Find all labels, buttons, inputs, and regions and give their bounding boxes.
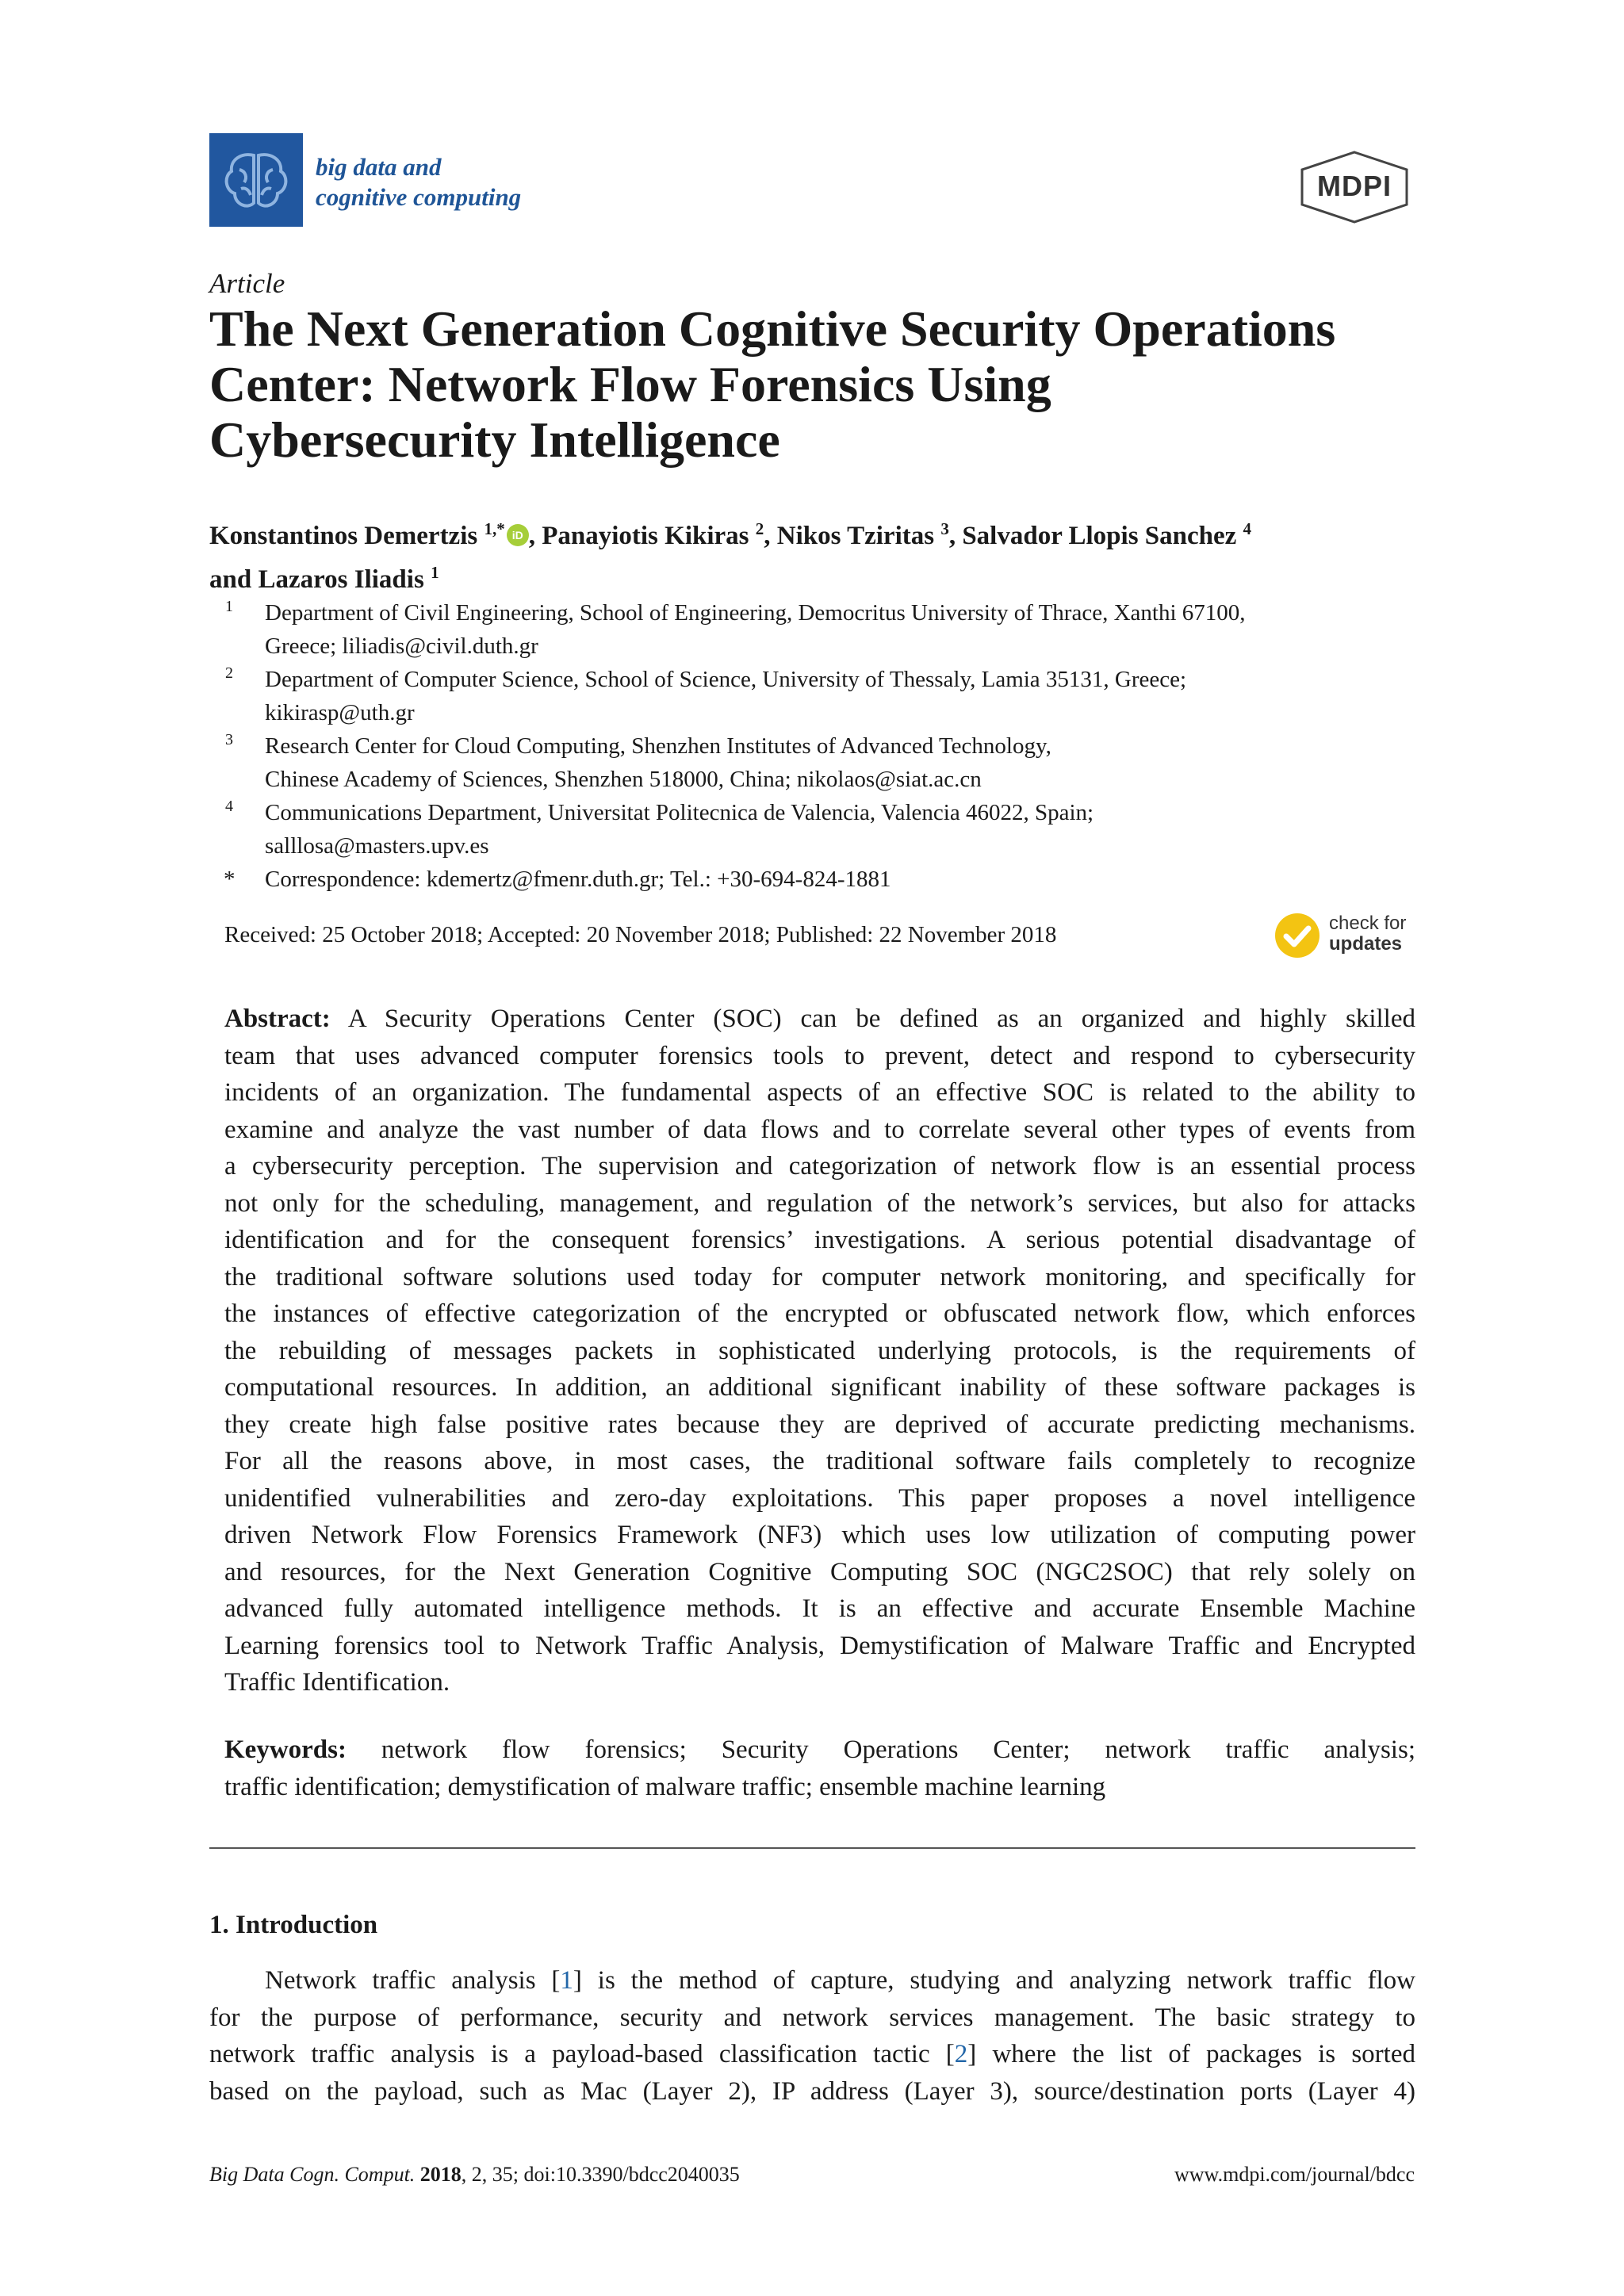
abstract-line: A Security Operations Center (SOC) can be defined as an organized and highly skilled xyxy=(330,1004,1415,1033)
affiliation-number: 3 xyxy=(225,731,233,748)
abstract-line: computational resources. In addition, an additional significant inability of these software packages is xyxy=(224,1373,1415,1402)
affiliation-text: Greece; liliadis@civil.duth.gr xyxy=(265,633,538,659)
check-updates-line1: check for xyxy=(1329,913,1407,934)
footer-doi[interactable]: , 2, 35; doi:10.3390/bdcc2040035 xyxy=(461,2163,740,2186)
introduction-paragraph xyxy=(209,1962,1415,2110)
abstract-line: team that uses advanced computer forensics tools to prevent, detect and respond to cybersecurity xyxy=(224,1041,1415,1070)
affiliation-number: 4 xyxy=(225,798,233,815)
abstract-line: identification and for the consequent forensics’ investigations. A serious potential disadvantage of xyxy=(224,1226,1415,1254)
journal-name-line2: cognitive computing xyxy=(316,183,522,211)
orcid-icon[interactable]: iD xyxy=(507,524,529,546)
body-text: ] where the list of packages is sorted xyxy=(967,2040,1415,2068)
footer-journal-abbrev: Big Data Cogn. Comput. xyxy=(209,2163,416,2186)
publisher-logo-text: MDPI xyxy=(1317,170,1392,202)
citation-link[interactable]: 2 xyxy=(954,2040,968,2068)
correspondence-item xyxy=(209,863,1246,896)
title-line: The Next Generation Cognitive Security Operations xyxy=(209,300,1336,357)
check-updates-text xyxy=(1329,913,1406,955)
affiliation-text: Communications Department, Universitat Politecnica de Valencia, Valencia 46022, Spain; xyxy=(265,800,1094,825)
author-name[interactable]: , Panayiotis Kikiras xyxy=(528,522,756,550)
abstract-line: the instances of effective categorization of the encrypted or obfuscated network flow, which enforces xyxy=(224,1299,1415,1328)
affiliation-text: Chinese Academy of Sciences, Shenzhen 518000, China; nikolaos@siat.ac.cn xyxy=(265,767,982,792)
author-affiliation-mark: 1,* xyxy=(484,519,505,538)
keywords-line: traffic identification; demystification of malware traffic; ensemble machine learning xyxy=(224,1772,1106,1801)
footer-url[interactable]: www.mdpi.com/journal/bdcc xyxy=(1174,2163,1415,2186)
affiliations xyxy=(209,596,1246,896)
abstract-line: a cybersecurity perception. The supervision and categorization of network flow is an essential process xyxy=(224,1152,1415,1181)
check-for-updates-badge[interactable] xyxy=(1275,910,1418,962)
publisher-logo xyxy=(1296,149,1413,225)
affiliation-item xyxy=(209,729,1246,796)
abstract-line: unidentified vulnerabilities and zero-day exploitations. This paper proposes a novel intelligence xyxy=(224,1483,1415,1513)
body-text: for the purpose of performance, security and network services management. The basic strategy to xyxy=(209,2003,1415,2032)
footer-citation xyxy=(209,2163,740,2187)
correspondence-text[interactable]: Correspondence: kdemertz@fmenr.duth.gr; Tel.: +30-694-824-1881 xyxy=(265,867,891,892)
abstract-line: driven Network Flow Forensics Framework (NF3) which uses low utilization of computing power xyxy=(224,1521,1415,1549)
abstract-line: advanced fully automated intelligence methods. It is an effective and accurate Ensemble Machine xyxy=(224,1594,1415,1623)
brain-icon xyxy=(209,133,303,227)
body-text: ] is the method of capture, studying and analyzing network traffic flow xyxy=(573,1966,1415,1995)
affiliation-item xyxy=(209,663,1246,729)
article-title xyxy=(209,301,1446,468)
abstract-line: not only for the scheduling, management, and regulation of the network’s services, but also for attacks xyxy=(224,1188,1415,1218)
body-text: Network traffic analysis [ xyxy=(265,1966,561,1995)
correspondence-mark: * xyxy=(224,867,236,892)
affiliation-text: kikirasp@uth.gr xyxy=(265,700,415,725)
journal-logo xyxy=(209,133,303,227)
author-affiliation-mark: 3 xyxy=(940,519,949,538)
abstract-line: the traditional software solutions used today for computer network monitoring, and specifically for xyxy=(224,1262,1415,1292)
keywords-line: network flow forensics; Security Operations Center; network traffic analysis; xyxy=(346,1735,1415,1764)
affiliation-item xyxy=(209,596,1246,663)
abstract-line: the rebuilding of messages packets in sophisticated underlying protocols, is the requirements of xyxy=(224,1336,1415,1365)
affiliation-text: salllosa@masters.upv.es xyxy=(265,833,489,859)
author-name[interactable]: and Lazaros Iliadis xyxy=(209,565,431,594)
abstract-line: they create high false positive rates because they are deprived of accurate predicting mechanisms. xyxy=(224,1410,1415,1439)
journal-name-line1: big data and xyxy=(316,153,442,181)
keywords-label: Keywords: xyxy=(224,1735,347,1764)
author-list xyxy=(209,511,1251,598)
affiliation-number: 1 xyxy=(225,598,233,615)
affiliation-text: Department of Civil Engineering, School of Engineering, Democritus University of Thrace, Xanthi 67100, xyxy=(265,600,1246,626)
abstract-line: Learning forensics tool to Network Traffic Analysis, Demystification of Malware Traffic and Encrypted xyxy=(224,1631,1415,1660)
affiliation-text: Research Center for Cloud Computing, Shenzhen Institutes of Advanced Technology, xyxy=(265,733,1051,759)
citation-link[interactable]: 1 xyxy=(560,1966,573,1995)
title-line: Center: Network Flow Forensics Using xyxy=(209,356,1051,412)
keywords xyxy=(224,1732,1415,1805)
publication-dates: Received: 25 October 2018; Accepted: 20 November 2018; Published: 22 November 2018 xyxy=(224,922,1057,947)
abstract-label: Abstract: xyxy=(224,1004,331,1033)
affiliation-number: 2 xyxy=(225,664,233,682)
author-name[interactable]: , Nikos Tziritas xyxy=(764,522,941,550)
abstract xyxy=(224,1001,1415,1701)
author-affiliation-mark: 4 xyxy=(1243,519,1252,538)
checkmark-icon xyxy=(1275,913,1320,958)
section-divider xyxy=(209,1847,1415,1849)
check-updates-line2: updates xyxy=(1329,933,1403,955)
affiliation-item xyxy=(209,796,1246,863)
footer-year: 2018 xyxy=(419,2163,462,2186)
body-text: network traffic analysis is a payload-based classification tactic [ xyxy=(209,2040,955,2068)
author-name[interactable]: Konstantinos Demertzis xyxy=(209,522,485,550)
abstract-line: incidents of an organization. The fundamental aspects of an effective SOC is related to the ability to xyxy=(224,1078,1415,1107)
abstract-line: Traffic Identification. xyxy=(224,1668,450,1697)
affiliation-text: Department of Computer Science, School of Science, University of Thessaly, Lamia 35131, Greece; xyxy=(265,667,1187,692)
journal-name xyxy=(316,152,521,212)
author-affiliation-mark: 2 xyxy=(755,519,764,538)
abstract-line: and resources, for the Next Generation Cognitive Computing SOC (NGC2SOC) that rely solely on xyxy=(224,1557,1415,1586)
title-line: Cybersecurity Intelligence xyxy=(209,411,780,468)
abstract-line: For all the reasons above, in most cases, the traditional software fails completely to recognize xyxy=(224,1447,1415,1475)
abstract-line: examine and analyze the vast number of data flows and to correlate several other types of events from xyxy=(224,1115,1415,1144)
author-affiliation-mark: 1 xyxy=(431,563,439,582)
author-name[interactable]: , Salvador Llopis Sanchez xyxy=(948,522,1243,550)
section-heading: 1. Introduction xyxy=(209,1911,378,1939)
article-type: Article xyxy=(209,268,285,299)
body-text: based on the payload, such as Mac (Layer 2), IP address (Layer 3), source/destination ports (Layer 4) xyxy=(209,2076,1415,2106)
